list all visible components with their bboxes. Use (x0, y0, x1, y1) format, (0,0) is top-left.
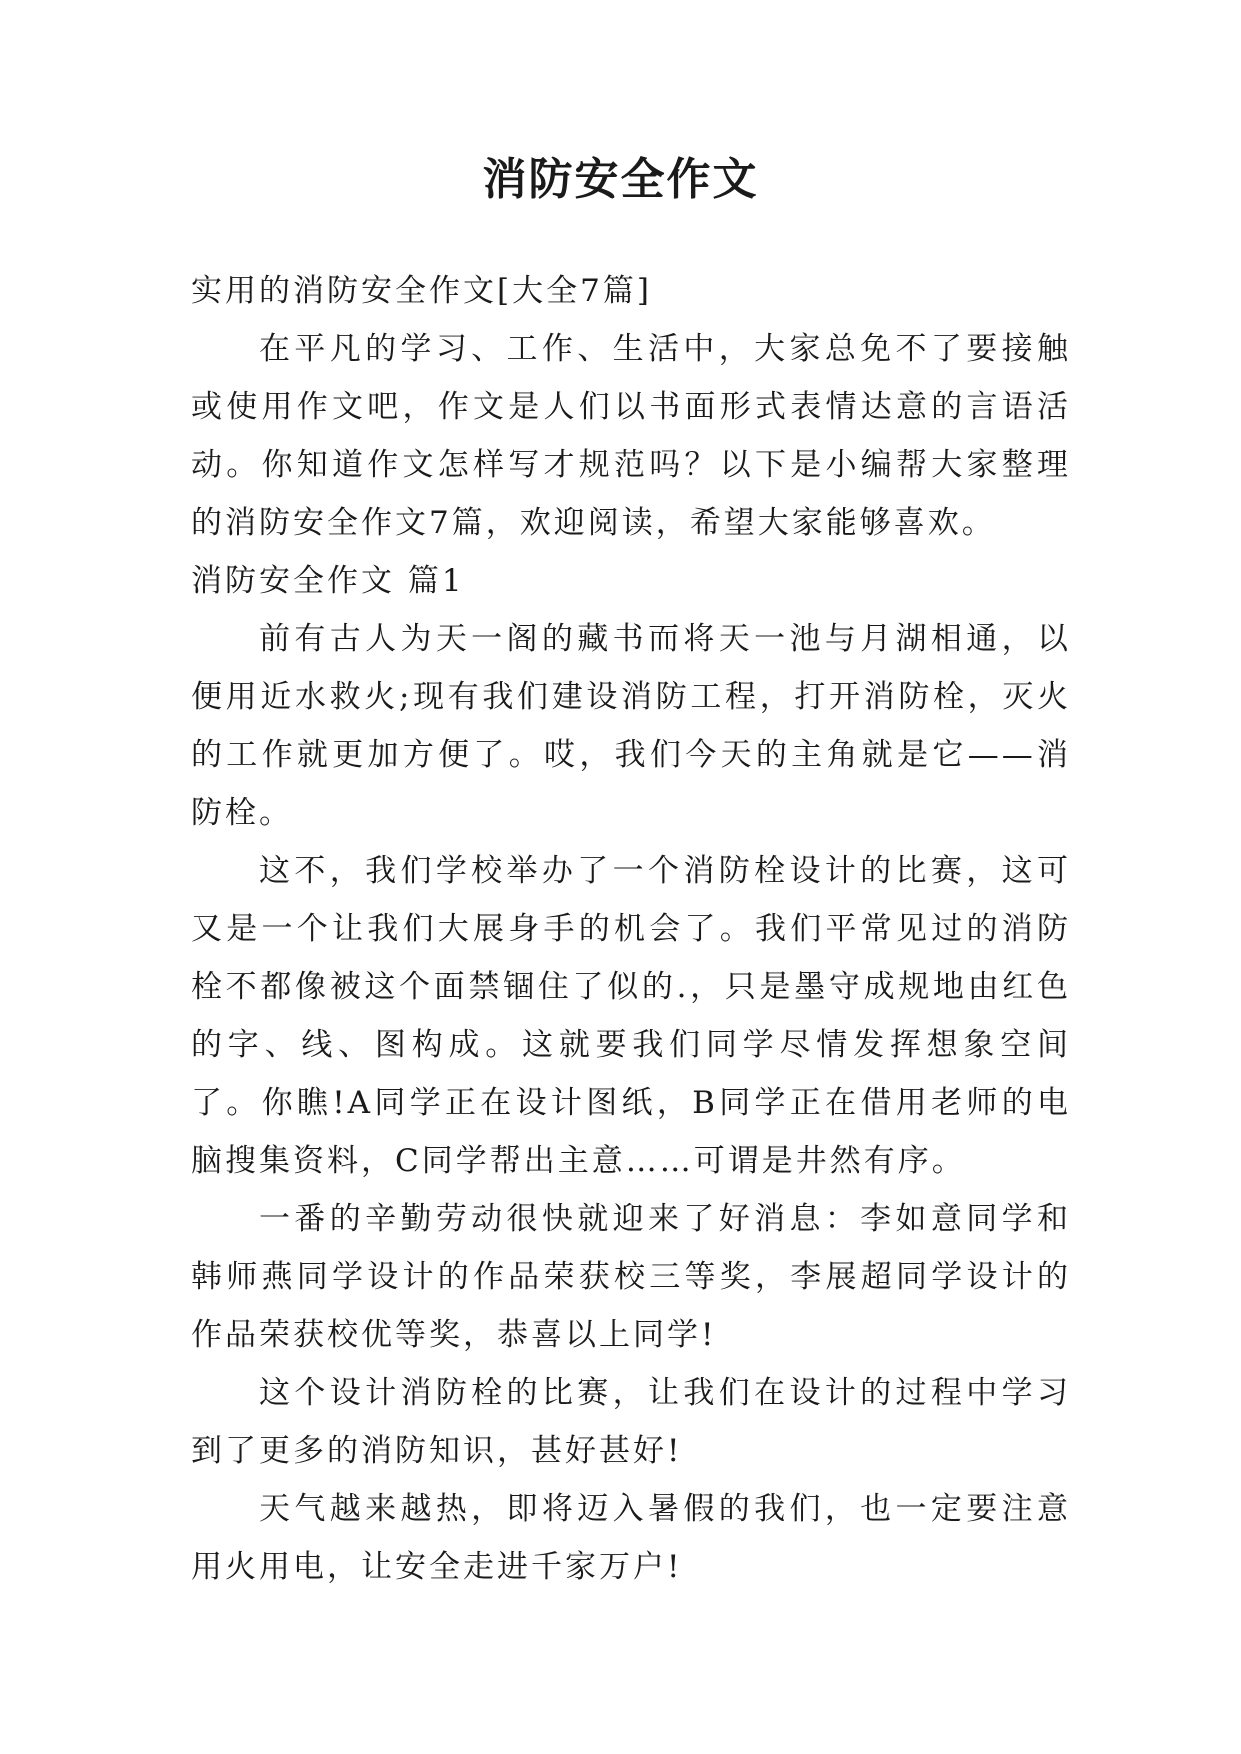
body-paragraph: 这不，我们学校举办了一个消防栓设计的比赛，这可又是一个让我们大展身手的机会了。我们平常见过的消防栓不都像被这个面禁锢住了似的.，只是墨守成规地由红色的字、线、图构成。这就要我们同学尽情发挥想象空间了。你瞧!A同学正在设计图纸，B同学正在借用老师的电脑搜集资料，C同学帮出主意……可谓是井然有序。 (191, 853, 1071, 1179)
body-paragraph: 一番的辛勤劳动很快就迎来了好消息：李如意同学和韩师燕同学设计的作品荣获校三等奖，李展超同学设计的作品荣获校优等奖，恭喜以上同学! (191, 1201, 1071, 1353)
document-title: 消防安全作文 (482, 154, 759, 205)
body-paragraph: 天气越来越热，即将迈入暑假的我们，也一定要注意用火用电，让安全走进千家万户! (191, 1491, 1071, 1585)
document-body (191, 262, 1071, 1596)
subtitle-line: 实用的消防安全作文[大全7篇] (191, 273, 652, 309)
intro-paragraph: 在平凡的学习、工作、生活中，大家总免不了要接触或使用作文吧，作文是人们以书面形式表情达意的言语活动。你知道作文怎样写才规范吗？以下是小编帮大家整理的消防安全作文7篇，欢迎阅读，希望大家能够喜欢。 (191, 331, 1071, 541)
body-paragraph: 前有古人为天一阁的藏书而将天一池与月湖相通，以便用近水救火;现有我们建设消防工程，打开消防栓，灭火的工作就更加方便了。哎，我们今天的主角就是它——消防栓。 (191, 621, 1071, 831)
section-heading: 消防安全作文 篇1 (191, 563, 465, 599)
body-paragraph: 这个设计消防栓的比赛，让我们在设计的过程中学习到了更多的消防知识，甚好甚好! (191, 1375, 1071, 1469)
